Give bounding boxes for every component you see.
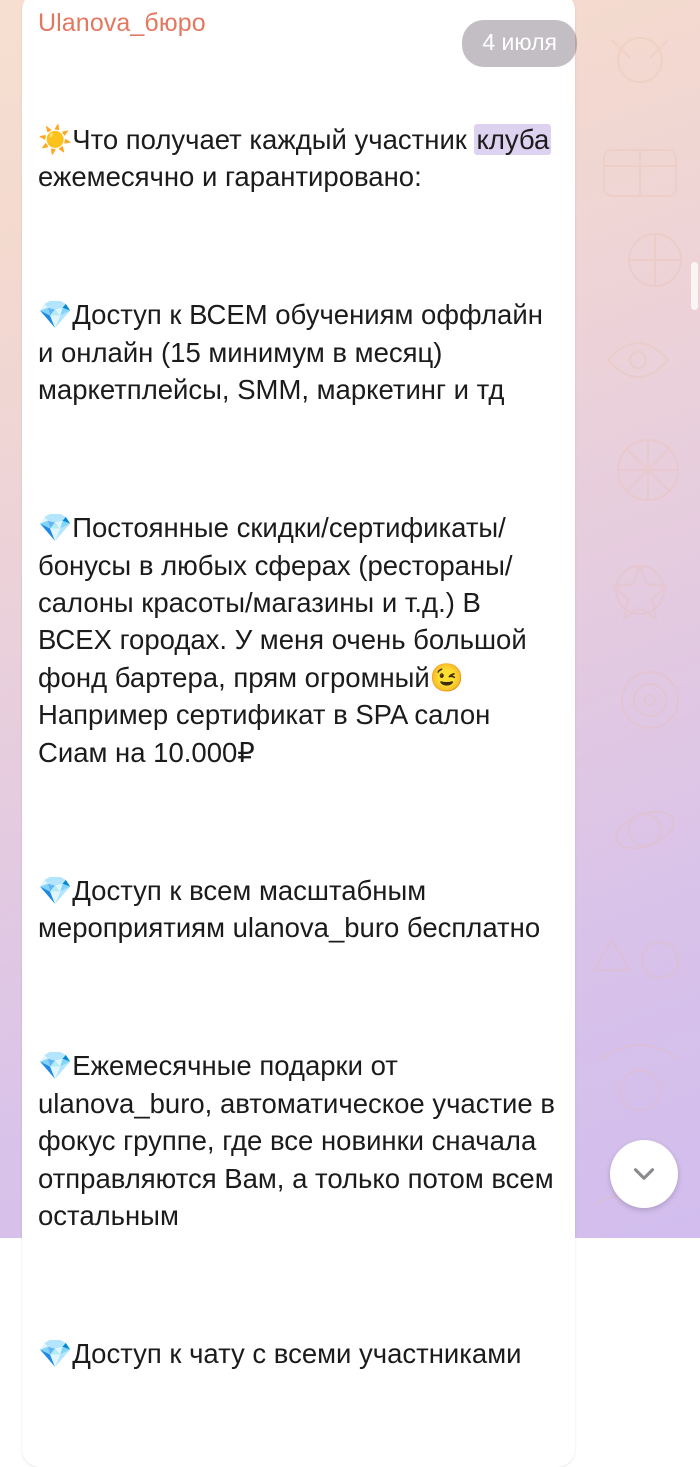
paragraph-3-text: 💎Постоянные скидки/сертификаты/бонусы в любых сферах (рестораны/салоны красоты/магазины и т.д.) В ВСЕХ городах. У меня очень большой фонд бартера, прям огромный😉 Например сертификат в SPA салон Сиам на 10.000₽ <box>38 512 535 768</box>
paragraph-5-text: 💎Ежемесячные подарки от ulanova_buro, автоматическое участие в фокус группе, где все новинки сначала отправляются Вам, а только потом всем остальным <box>38 1050 563 1231</box>
scrollbar-thumb[interactable] <box>691 262 698 310</box>
message-text <box>38 46 563 1447</box>
message-paragraph-5 <box>38 1047 563 1234</box>
message-bubble[interactable] <box>22 0 575 1467</box>
paragraph-6-text: 💎Доступ к чату с всеми участниками <box>38 1338 522 1370</box>
message-paragraph-2 <box>38 296 559 408</box>
paragraph-2-text: 💎Доступ к ВСЕМ обучениям оффлайн и онлайн (15 минимум в месяц) маркетплейсы, SMM, маркетинг и тд <box>38 299 551 406</box>
paragraph-4-text: 💎Доступ к всем масштабным мероприятиям ulanova_buro бесплатно <box>38 874 541 944</box>
highlighted-word: клуба <box>476 123 550 155</box>
message-paragraph-3 <box>38 509 559 771</box>
message-paragraph-1 <box>38 121 559 196</box>
message-paragraph-6 <box>38 1335 559 1372</box>
message-paragraph-4 <box>38 872 559 947</box>
date-badge: 4 июля <box>462 20 577 67</box>
chevron-down-icon <box>627 1157 661 1191</box>
message-author[interactable]: Ulanova_бюро <box>38 9 206 37</box>
paragraph-1-text: ☀️Что получает каждый участник клуба ежемесячно и гарантировано: <box>38 123 559 193</box>
message-header <box>38 6 559 55</box>
scroll-to-bottom-button[interactable] <box>610 1140 678 1208</box>
